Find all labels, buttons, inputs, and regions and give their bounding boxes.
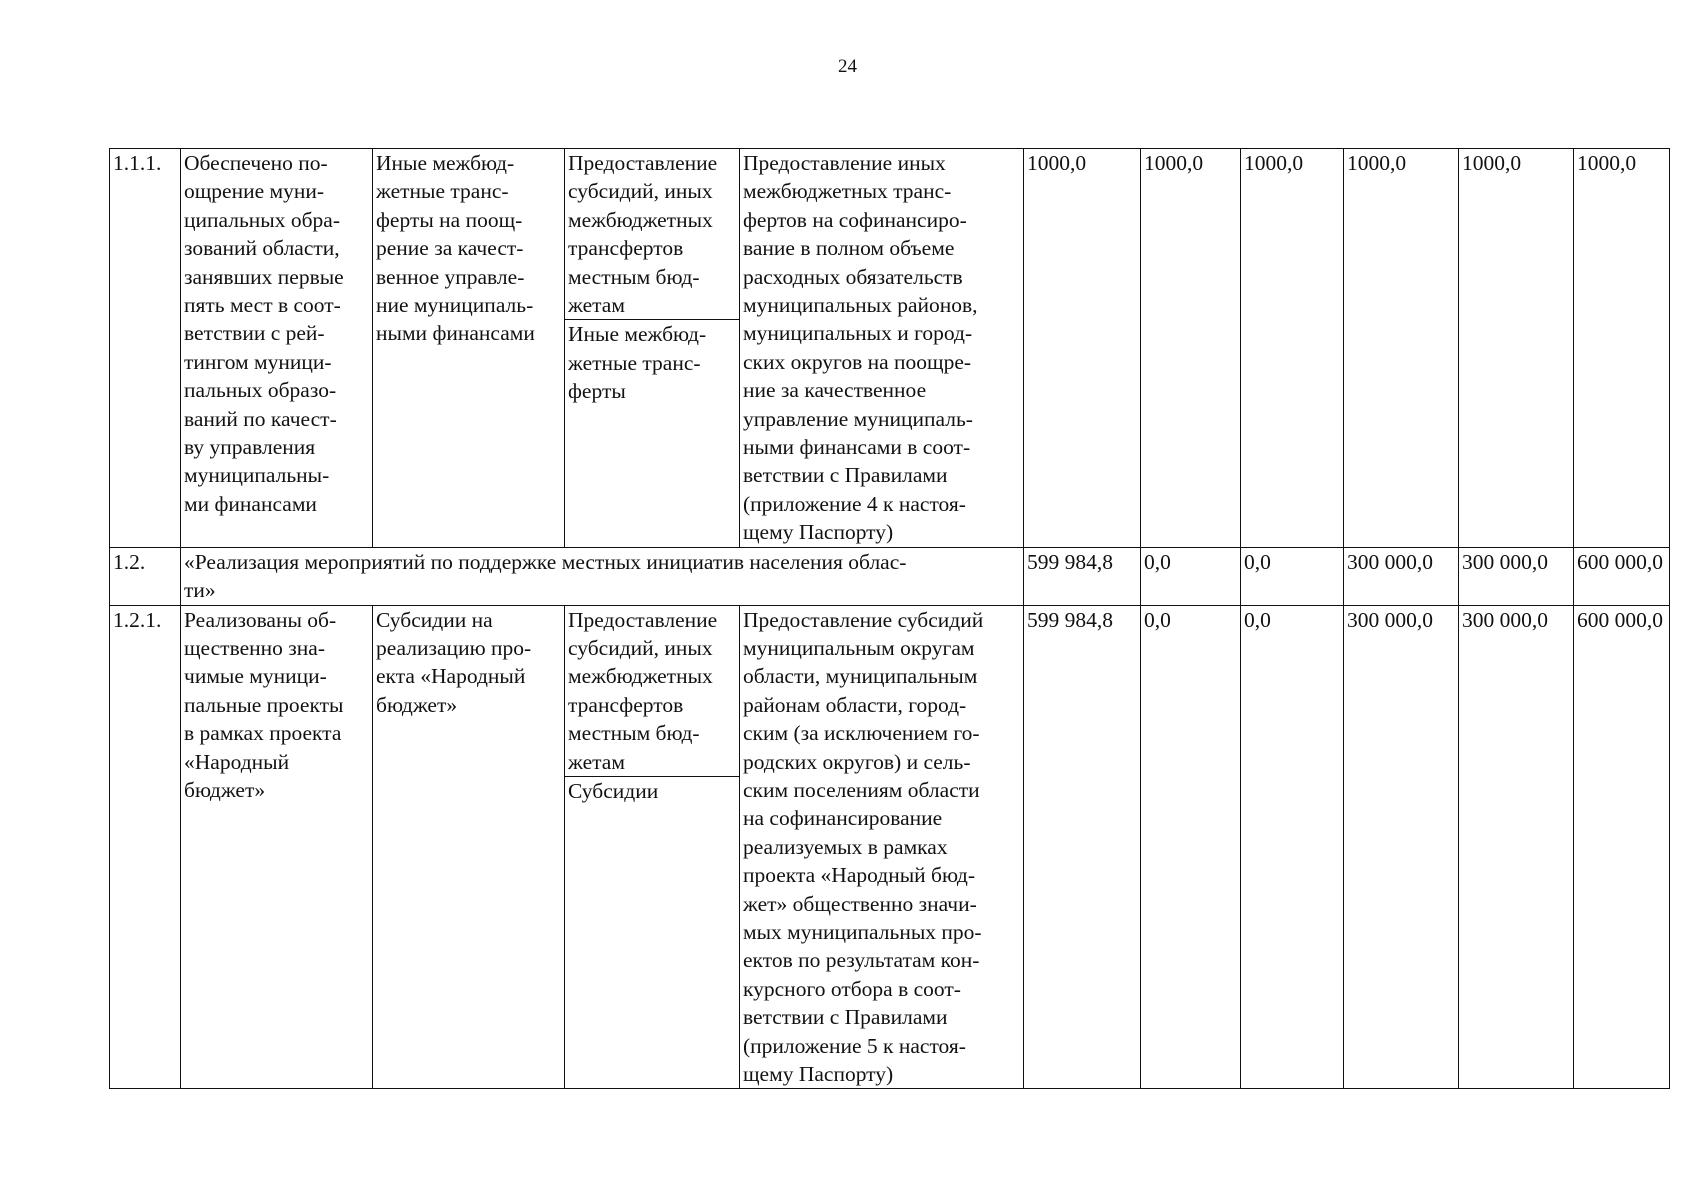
cell-line: ваний по качест- <box>184 406 337 431</box>
cell-line: тингом муници- <box>184 349 332 374</box>
cell-line: ощрение муни- <box>184 179 325 204</box>
cell-line: ветствии с Правилами <box>743 1005 948 1030</box>
value-cell: 1000,0 <box>1344 149 1459 548</box>
cell-line: жетные транс- <box>568 350 701 375</box>
cell-line: ти» <box>184 578 216 603</box>
cell-line: местным бюд- <box>568 721 700 746</box>
value-cell: 1000,0 <box>1024 149 1141 548</box>
value-cell: 0,0 <box>1141 547 1241 605</box>
cell-line: родских округов) и сель- <box>743 749 971 774</box>
cell-line: межбюджетных <box>568 207 713 232</box>
row-number: 1.2.1. <box>110 605 181 1089</box>
table-row <box>110 605 1670 1089</box>
budget-table <box>109 148 1670 1089</box>
cell-line: ными финансами <box>376 321 535 346</box>
kind-cell <box>565 149 740 548</box>
cell-line: муниципальных районов, <box>743 293 978 318</box>
cell-line: (приложение 4 к настоя- <box>743 491 966 516</box>
page-number: 24 <box>838 56 857 77</box>
value-cell: 0,0 <box>1241 547 1344 605</box>
cell-line: Обеспечено по- <box>184 151 328 175</box>
cell-line: расходных обязательств <box>743 264 963 289</box>
cell-line: чимые муници- <box>184 664 327 689</box>
cell-line: управление муниципаль- <box>743 406 973 431</box>
cell-line: ферты <box>568 379 626 404</box>
cell-line: щественно зна- <box>184 635 325 660</box>
value-cell: 600 000,0 <box>1574 605 1670 1089</box>
cell-line: реализуемых в рамках <box>743 834 948 859</box>
cell-line: на софинансирование <box>743 806 943 831</box>
cell-line: реализацию про- <box>376 635 532 660</box>
kind-primary <box>565 606 739 777</box>
cell-line: ние за качественное <box>743 378 927 403</box>
result-cell <box>181 605 373 1089</box>
cell-line: Иные межбюд- <box>376 151 515 175</box>
cell-line: ву управления <box>184 435 316 460</box>
transfer-type-cell <box>373 149 565 548</box>
cell-line: ветствии с Правилами <box>743 463 948 488</box>
result-cell <box>181 149 373 548</box>
value-cell: 599 984,8 <box>1024 605 1141 1089</box>
cell-line: Предоставление иных <box>743 151 946 175</box>
cell-line: ципальных обра- <box>184 207 341 232</box>
cell-line: субсидий, иных <box>568 179 713 204</box>
table-row <box>110 547 1670 605</box>
cell-line: Иные межбюд- <box>568 322 707 347</box>
cell-line: ными финансами в соот- <box>743 435 971 460</box>
cell-line: муниципальным округам <box>743 635 975 660</box>
cell-line: местным бюд- <box>568 264 700 289</box>
cell-line: «Реализация мероприятий по поддержке местных инициатив населения облас- <box>184 549 907 574</box>
cell-line: трансфертов <box>568 692 684 717</box>
cell-line: области, муниципальным <box>743 664 978 689</box>
cell-line: вание в полном объеме <box>743 236 955 261</box>
cell-line: щему Паспорту) <box>743 520 894 545</box>
cell-line: курсного отбора в соот- <box>743 976 961 1001</box>
cell-line: зований области, <box>184 236 340 261</box>
cell-line: жетам <box>568 293 625 318</box>
cell-line: жетам <box>568 749 625 774</box>
cell-line: ветствии с рей- <box>184 321 325 346</box>
cell-line: (приложение 5 к настоя- <box>743 1033 966 1058</box>
cell-line: Субсидии <box>568 778 659 803</box>
value-cell: 300 000,0 <box>1459 605 1574 1089</box>
cell-line: ским поселениям области <box>743 777 980 802</box>
section-title-cell <box>181 547 1024 605</box>
cell-line: Предоставление <box>568 607 718 632</box>
value-cell: 1000,0 <box>1141 149 1241 548</box>
cell-line: фертов на софинансиро- <box>743 207 967 232</box>
value-cell: 0,0 <box>1141 605 1241 1089</box>
value-cell: 300 000,0 <box>1344 605 1459 1089</box>
table-row <box>110 149 1670 548</box>
cell-line: муниципальных и город- <box>743 321 973 346</box>
value-cell: 1000,0 <box>1574 149 1670 548</box>
cell-line: мых муниципальных про- <box>743 919 982 944</box>
cell-line: щему Паспорту) <box>743 1062 894 1086</box>
cell-line: пальных образо- <box>184 378 337 403</box>
cell-line: Предоставление субсидий <box>743 607 984 632</box>
cell-line: жетные транс- <box>376 179 509 204</box>
transfer-type-cell <box>373 605 565 1089</box>
kind-primary <box>565 149 739 320</box>
cell-line: районам области, город- <box>743 692 967 717</box>
cell-line: пальные проекты <box>184 692 344 717</box>
cell-line: ектов по результатам кон- <box>743 948 980 973</box>
cell-line: ми финансами <box>184 491 317 516</box>
cell-line: рение за качест- <box>376 236 524 261</box>
kind-secondary <box>568 777 737 805</box>
cell-line: межбюджетных <box>568 664 713 689</box>
kind-secondary <box>568 320 737 405</box>
cell-line: занявших первые <box>184 264 344 289</box>
value-cell: 1000,0 <box>1241 149 1344 548</box>
cell-line: ние муниципаль- <box>376 293 534 318</box>
cell-line: ским (за исключением го- <box>743 721 980 746</box>
cell-line: Предоставление <box>568 151 718 175</box>
row-number: 1.2. <box>110 547 181 605</box>
value-cell: 300 000,0 <box>1344 547 1459 605</box>
value-cell: 0,0 <box>1241 605 1344 1089</box>
value-cell: 1000,0 <box>1459 149 1574 548</box>
cell-line: пять мест в соот- <box>184 293 341 318</box>
value-cell: 600 000,0 <box>1574 547 1670 605</box>
cell-line: жет» общественно значи- <box>743 891 977 916</box>
cell-line: «Народный <box>184 749 290 774</box>
cell-line: субсидий, иных <box>568 635 713 660</box>
row-number: 1.1.1. <box>110 149 181 548</box>
cell-line: бюджет» <box>376 692 458 717</box>
cell-line: муниципальны- <box>184 463 330 488</box>
cell-line: екта «Народный <box>376 664 526 689</box>
cell-line: венное управле- <box>376 264 525 289</box>
kind-cell <box>565 605 740 1089</box>
cell-line: ферты на поощ- <box>376 207 523 232</box>
cell-line: бюджет» <box>184 777 266 802</box>
cell-line: трансфертов <box>568 236 684 261</box>
value-cell: 300 000,0 <box>1459 547 1574 605</box>
cell-line: в рамках проекта <box>184 721 342 746</box>
value-cell: 599 984,8 <box>1024 547 1141 605</box>
cell-line: Реализованы об- <box>184 607 337 632</box>
cell-line: ских округов на поощре- <box>743 349 972 374</box>
description-cell <box>740 605 1024 1089</box>
cell-line: межбюджетных транс- <box>743 179 952 204</box>
cell-line: Субсидии на <box>376 607 493 632</box>
cell-line: проекта «Народный бюд- <box>743 863 976 888</box>
description-cell <box>740 149 1024 548</box>
